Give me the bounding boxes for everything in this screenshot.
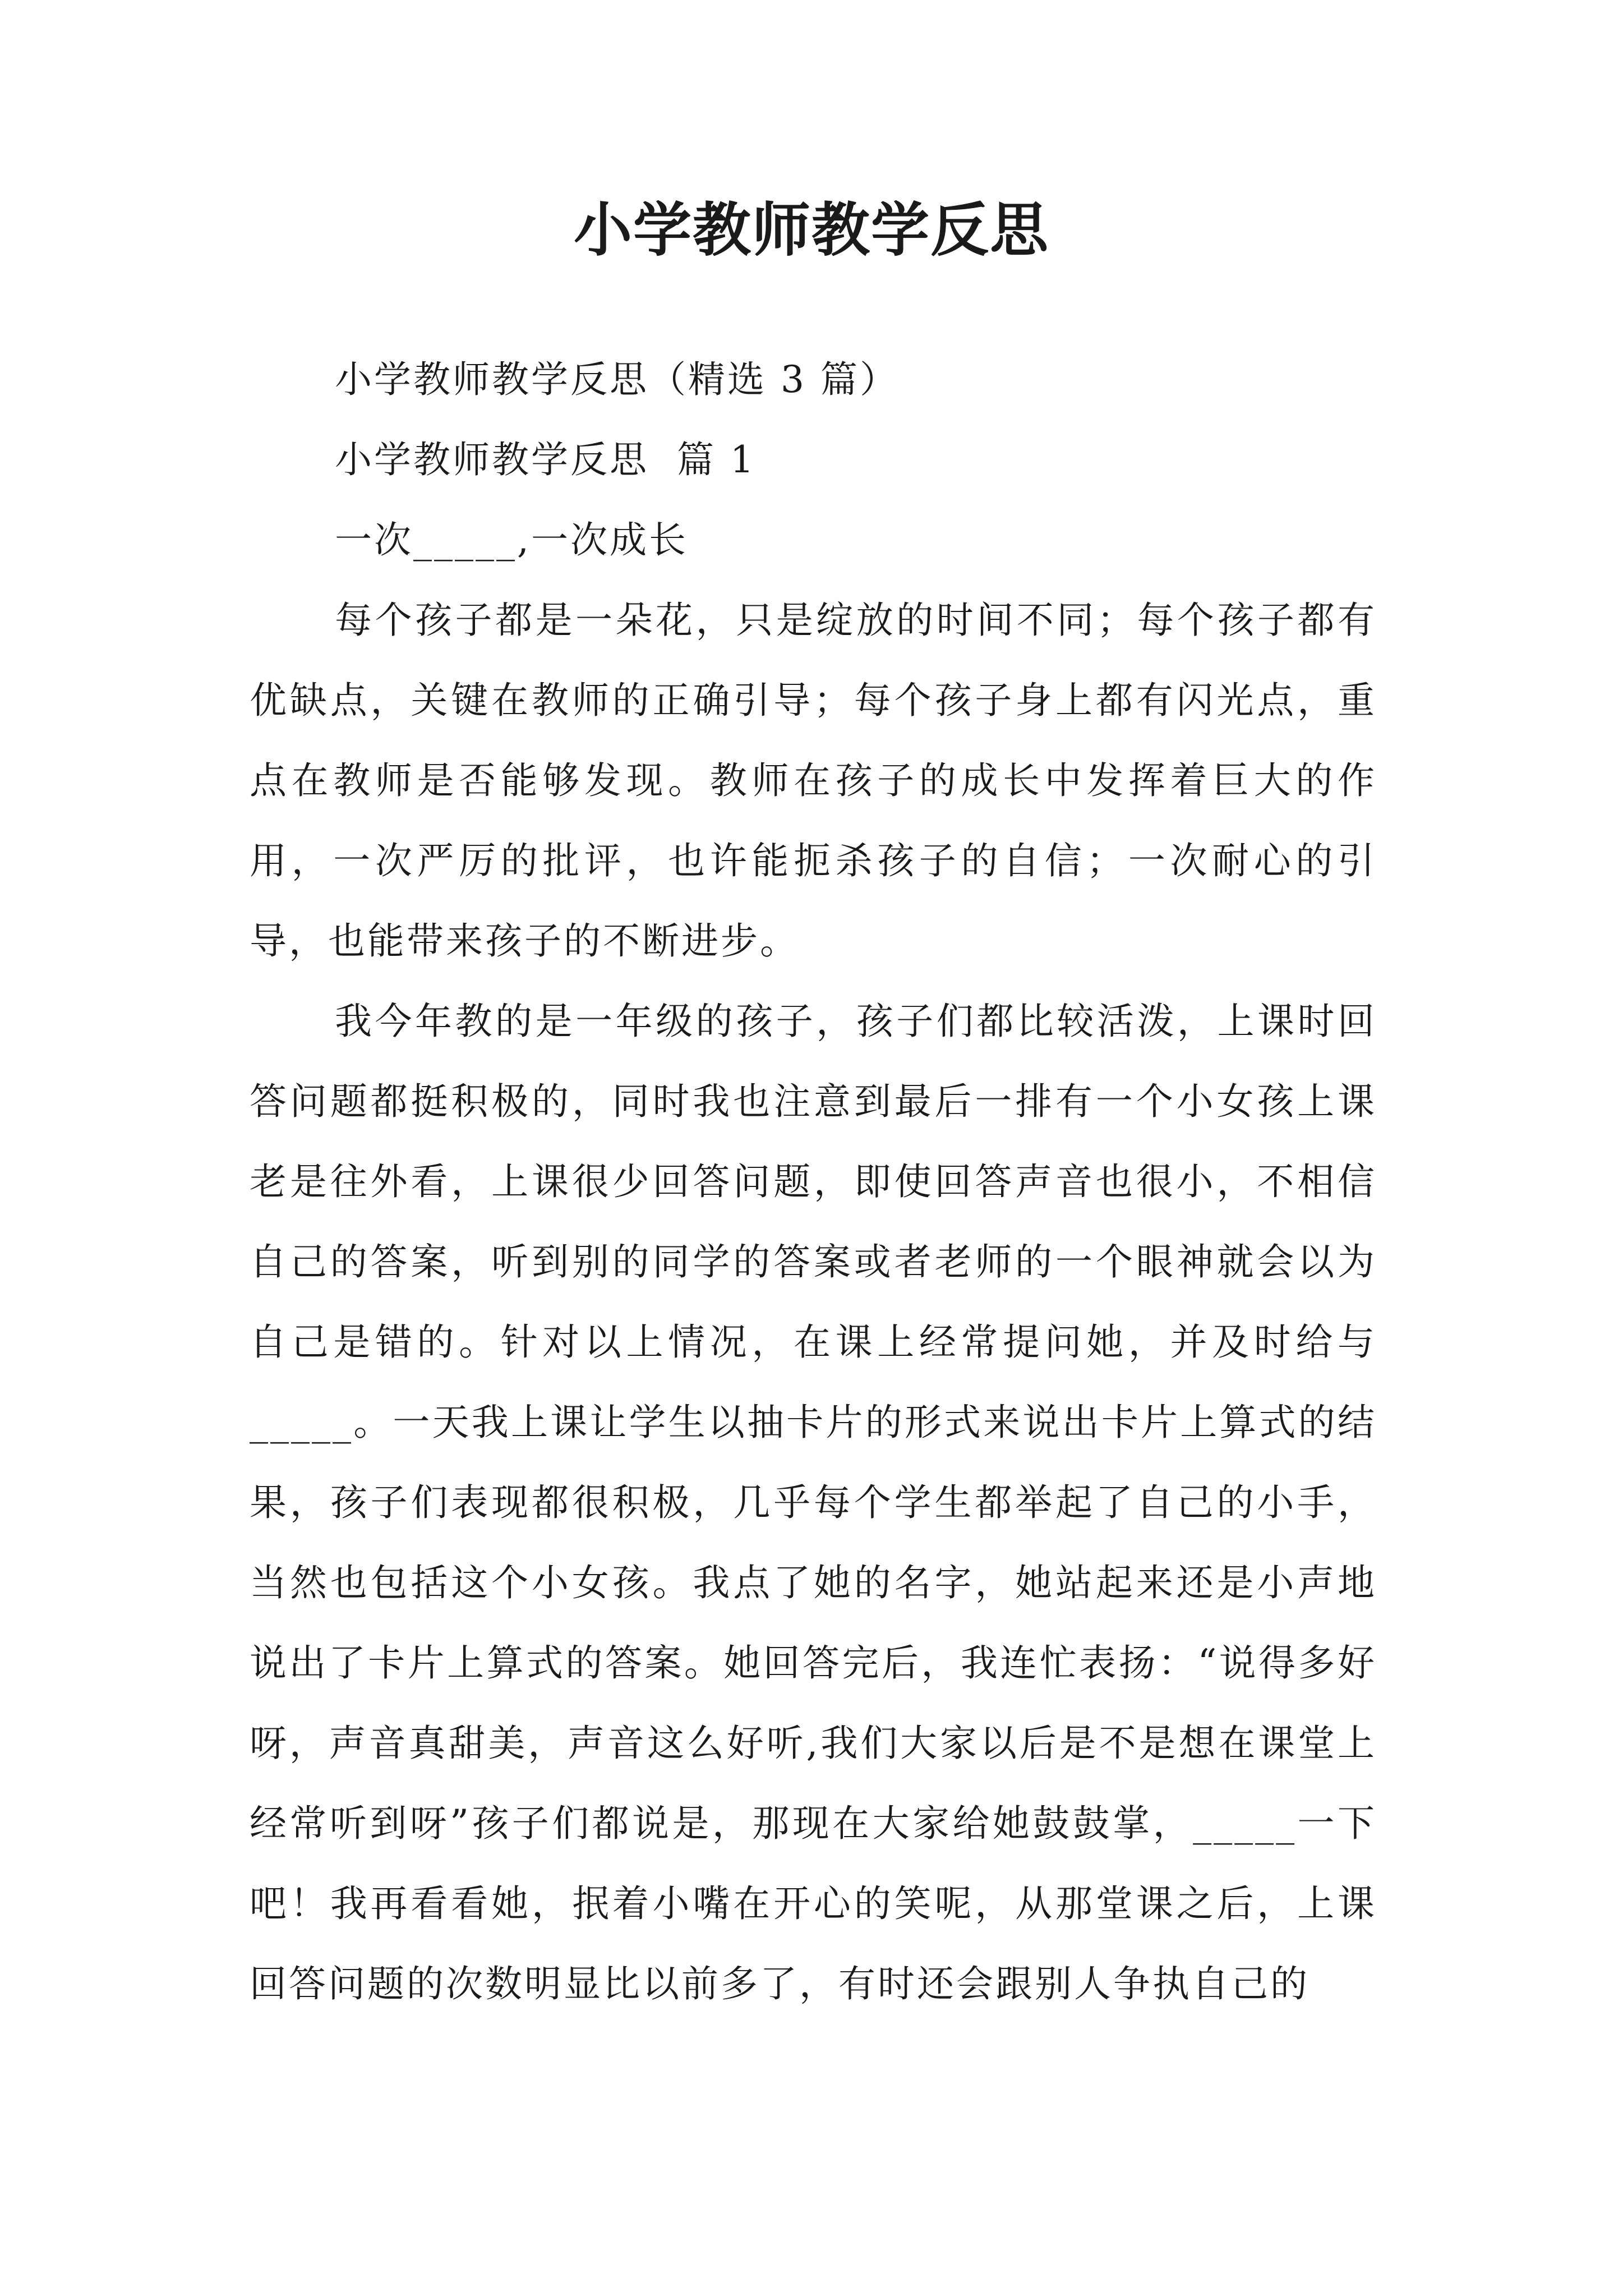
section-heading: 小学教师教学反思 篇 1 (335, 438, 756, 481)
intro-line: 小学教师教学反思（精选 3 篇） (335, 358, 899, 401)
subheading: 一次_____,一次成长 (335, 518, 688, 562)
paragraph-2: 我今年教的是一年级的孩子，孩子们都比较活泼，上课时回答问题都挺积极的，同时我也注意到最后一排有一个小女孩上课老是往外看，上课很少回答问题，即使回答声音也很小，不相信自己的答案，听到别的同学的答案或者老师的一个眼神就会以为自己是错的。针对以上情况，在课上经常提问她，并及时给与_____。一天我上课让学生以抽卡片的形式来说出卡片上算式的结果，孩子们表现都很积极，几乎每个学生都举起了自己的小手，当然也包括这个小女孩。我点了她的名字，她站起来还是小声地说出了卡片上算式的答案。她回答完后，我连忙表扬：“说得多好呀，声音真甜美，声音这么好听,我们大家以后是不是想在课堂上经常听到呀”孩子们都说是，那现在大家给她鼓鼓掌，_____一下吧！我再看看她，抿着小嘴在开心的笑呢，从那堂课之后，上课回答问题的次数明显比以前多了，有时还会跟别人争执自己的 (250, 1000, 1377, 2005)
document-title: 小学教师教学反思 (573, 195, 1049, 264)
paragraph-1: 每个孩子都是一朵花，只是绽放的时间不同；每个孩子都有优缺点，关键在教师的正确引导；每个孩子身上都有闪光点，重点在教师是否能够发现。教师在孩子的成长中发挥着巨大的作用，一次严厉的批评，也许能扼杀孩子的自信；一次耐心的引导，也能带来孩子的不断进步。 (250, 599, 1377, 963)
document-body (250, 339, 1377, 2024)
